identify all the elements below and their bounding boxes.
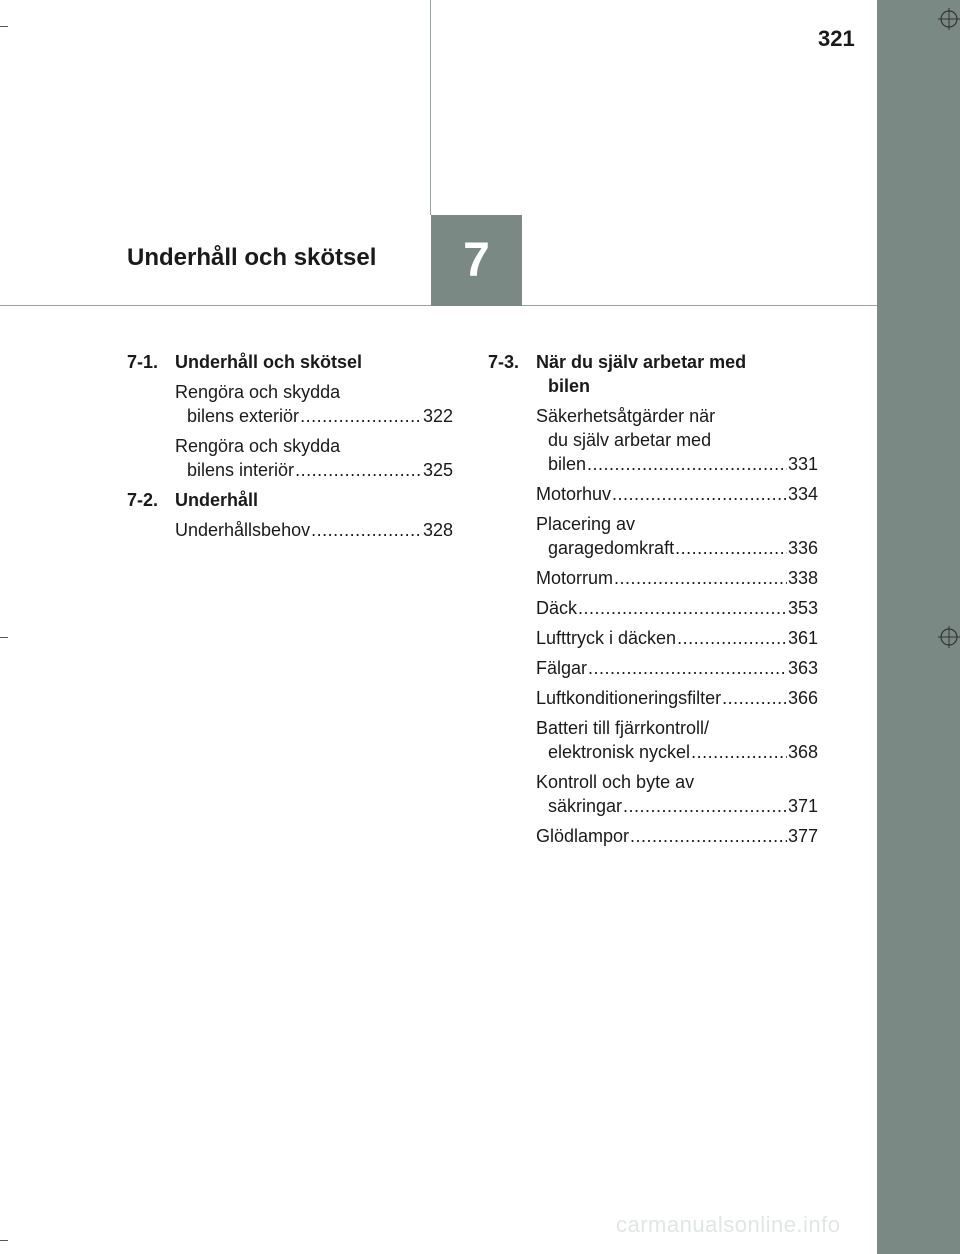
toc-entry[interactable]	[175, 518, 453, 542]
page-number: 321	[818, 26, 855, 51]
entry-line: Glödlampor	[536, 826, 630, 846]
entry-line: Lufttryck i däcken	[536, 628, 677, 648]
dot-leader	[612, 482, 787, 506]
entry-line: Säkerhetsåtgärder när	[536, 406, 716, 426]
crop-mark-mid-left	[0, 637, 8, 638]
header-vertical-rule	[430, 0, 431, 215]
entry-line: Underhållsbehov	[175, 520, 311, 540]
entry-line: du själv arbetar med	[548, 430, 712, 450]
toc-entry[interactable]	[536, 404, 818, 476]
entry-line: Placering av	[536, 514, 636, 534]
dot-leader	[311, 518, 422, 542]
dot-leader	[614, 566, 787, 590]
entry-page: 377	[787, 826, 818, 846]
chapter-title: Underhåll och skötsel	[127, 244, 377, 271]
entry-page: 336	[787, 538, 818, 558]
crop-mark-top-left	[0, 26, 8, 27]
entry-line: Luftkonditioneringsfilter	[536, 688, 722, 708]
chapter-number-box	[431, 215, 522, 306]
entry-line: garagedomkraft	[548, 538, 675, 558]
dot-leader	[588, 656, 787, 680]
entry-line: Batteri till fjärrkontroll/	[536, 718, 710, 738]
toc-right-column	[488, 350, 818, 854]
dot-leader	[295, 458, 422, 482]
toc-entry[interactable]	[536, 824, 818, 848]
watermark: carmanualsonline.info	[616, 1212, 841, 1237]
entry-page: 334	[787, 484, 818, 504]
toc-entry[interactable]	[536, 716, 818, 764]
toc-entry[interactable]	[536, 686, 818, 710]
registration-mark-middle-icon	[938, 626, 960, 648]
entry-line: Rengöra och skydda	[175, 436, 341, 456]
entry-line: Motorhuv	[536, 484, 612, 504]
crop-mark-bottom-left	[0, 1240, 8, 1241]
entry-line: Fälgar	[536, 658, 588, 678]
entry-line: säkringar	[548, 796, 623, 816]
entry-line: elektronisk nyckel	[548, 742, 691, 762]
dot-leader	[300, 404, 422, 428]
entry-page: 353	[787, 598, 818, 618]
toc-entry[interactable]	[536, 656, 818, 680]
entry-page: 325	[422, 460, 453, 480]
section-title[interactable]	[536, 350, 818, 398]
toc-entry[interactable]	[536, 626, 818, 650]
toc-section-7-3	[488, 350, 818, 848]
toc-entry[interactable]	[175, 434, 453, 482]
entry-line: Rengöra och skydda	[175, 382, 341, 402]
dot-leader	[677, 626, 787, 650]
toc-entry[interactable]	[175, 380, 453, 428]
entry-page: 328	[422, 520, 453, 540]
entry-page: 363	[787, 658, 818, 678]
entry-page: 361	[787, 628, 818, 648]
toc-entry[interactable]	[536, 512, 818, 560]
section-number: 7-1.	[127, 352, 159, 372]
entry-line: bilens exteriör	[187, 406, 300, 426]
toc-section-7-2	[127, 488, 453, 542]
section-number: 7-2.	[127, 490, 159, 510]
entry-line: Motorrum	[536, 568, 614, 588]
dot-leader	[578, 596, 787, 620]
chapter-number: 7	[463, 234, 490, 287]
entry-page: 338	[787, 568, 818, 588]
dot-leader	[630, 824, 787, 848]
entry-page: 368	[787, 742, 818, 762]
dot-leader	[691, 740, 787, 764]
entry-line: bilens interiör	[187, 460, 295, 480]
entry-page: 366	[787, 688, 818, 708]
toc-left-column	[127, 350, 453, 548]
entry-page: 322	[422, 406, 453, 426]
toc-section-7-1	[127, 350, 453, 482]
entry-line: bilen	[548, 454, 587, 474]
toc-entry[interactable]	[536, 482, 818, 506]
section-title-line: När du själv arbetar med	[536, 352, 747, 372]
toc-entry[interactable]	[536, 770, 818, 818]
dot-leader	[623, 794, 787, 818]
entry-line: Kontroll och byte av	[536, 772, 695, 792]
dot-leader	[722, 686, 787, 710]
section-title[interactable]: Underhåll och skötsel	[175, 352, 363, 372]
entry-page: 331	[787, 454, 818, 474]
section-title-line: bilen	[548, 376, 591, 396]
entry-line: Däck	[536, 598, 578, 618]
toc-entry[interactable]	[536, 596, 818, 620]
dot-leader	[587, 452, 787, 476]
dot-leader	[675, 536, 787, 560]
entry-page: 371	[787, 796, 818, 816]
registration-mark-top-icon	[938, 8, 960, 30]
section-title[interactable]: Underhåll	[175, 490, 259, 510]
toc-entry[interactable]	[536, 566, 818, 590]
section-number: 7-3.	[488, 352, 520, 372]
